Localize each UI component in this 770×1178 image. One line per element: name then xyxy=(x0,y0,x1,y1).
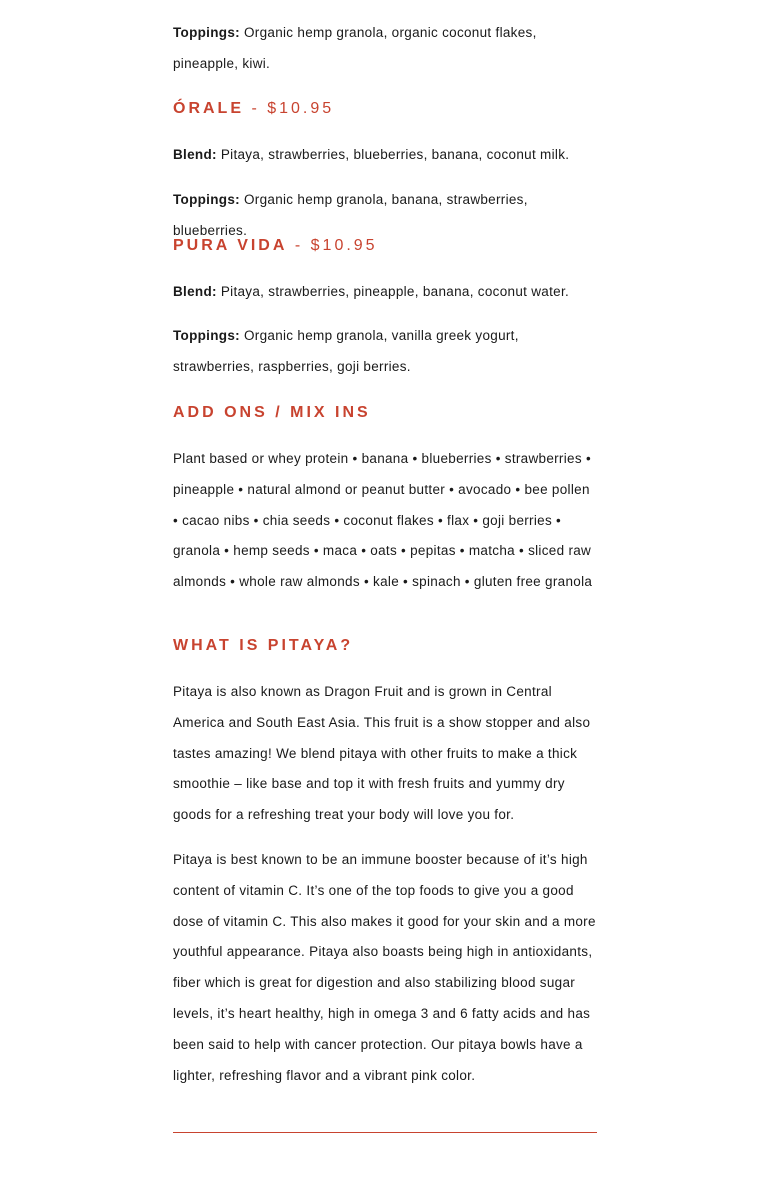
blend-label: Blend: xyxy=(173,147,217,162)
toppings-text: Organic hemp granola, banana, strawberries, blueberries. xyxy=(173,192,528,238)
toppings-label: Toppings: xyxy=(173,192,240,207)
blend-text: Pitaya, strawberries, blueberries, banana, coconut milk. xyxy=(216,147,570,162)
orale-blend xyxy=(173,140,597,171)
pura-vida-name: PURA VIDA xyxy=(173,237,288,254)
pitaya-paragraph-1: Pitaya is also known as Dragon Fruit and is grown in Central America and South East Asia. This fruit is a show stopper and also tastes amazing! We blend pitaya with other fruits to make a thick smoothie – like base and top it with fresh fruits and yummy dry goods for a refreshing treat your body will love you for. xyxy=(173,684,591,823)
toppings-text: Organic hemp granola, vanilla greek yogurt, strawberries, raspberries, goji berries. xyxy=(173,328,519,374)
toppings-label: Toppings: xyxy=(173,328,240,343)
blend-label: Blend: xyxy=(173,284,217,299)
toppings-paragraph xyxy=(173,18,597,80)
pura-vida-blend xyxy=(173,277,597,308)
pura-vida-toppings xyxy=(173,321,597,383)
orale-heading xyxy=(173,98,334,120)
pura-vida-heading xyxy=(173,235,378,257)
section-divider xyxy=(173,1132,597,1133)
pura-vida-price: - $10.95 xyxy=(287,237,378,254)
orale-name: ÓRALE xyxy=(173,100,244,117)
blend-text: Pitaya, strawberries, pineapple, banana, coconut water. xyxy=(216,284,570,299)
addons-heading: ADD ONS / MIX INS xyxy=(173,404,371,421)
next-heading-fragment xyxy=(173,1172,343,1178)
toppings-text: Organic hemp granola, organic coconut flakes, pineapple, kiwi. xyxy=(173,25,537,71)
pitaya-paragraph-2: Pitaya is best known to be an immune booster because of it’s high content of vitamin C. It’s one of the top foods to give you a good dose of vitamin C. This also makes it good for your skin and a more youthful appearance. Pitaya also boasts being high in antioxidants, fiber which is great for digestion and also stabilizing blood sugar levels, it’s heart healthy, high in omega 3 and 6 fatty acids and has been said to help with cancer protection. Our pitaya bowls have a lighter, refreshing flavor and a vibrant pink color. xyxy=(173,852,596,1083)
toppings-label: Toppings: xyxy=(173,25,240,40)
pitaya-heading: WHAT IS PITAYA? xyxy=(173,637,354,654)
orale-price: - $10.95 xyxy=(244,100,335,117)
addons-list: Plant based or whey protein • banana • blueberries • strawberries • pineapple • natural almond or peanut butter • avocado • bee pollen • cacao nibs • chia seeds • coconut flakes • flax • goji berries • granola • hemp seeds • maca • oats • pepitas • matcha • sliced raw almonds • whole raw almonds • kale • spinach • gluten free granola xyxy=(173,451,593,590)
